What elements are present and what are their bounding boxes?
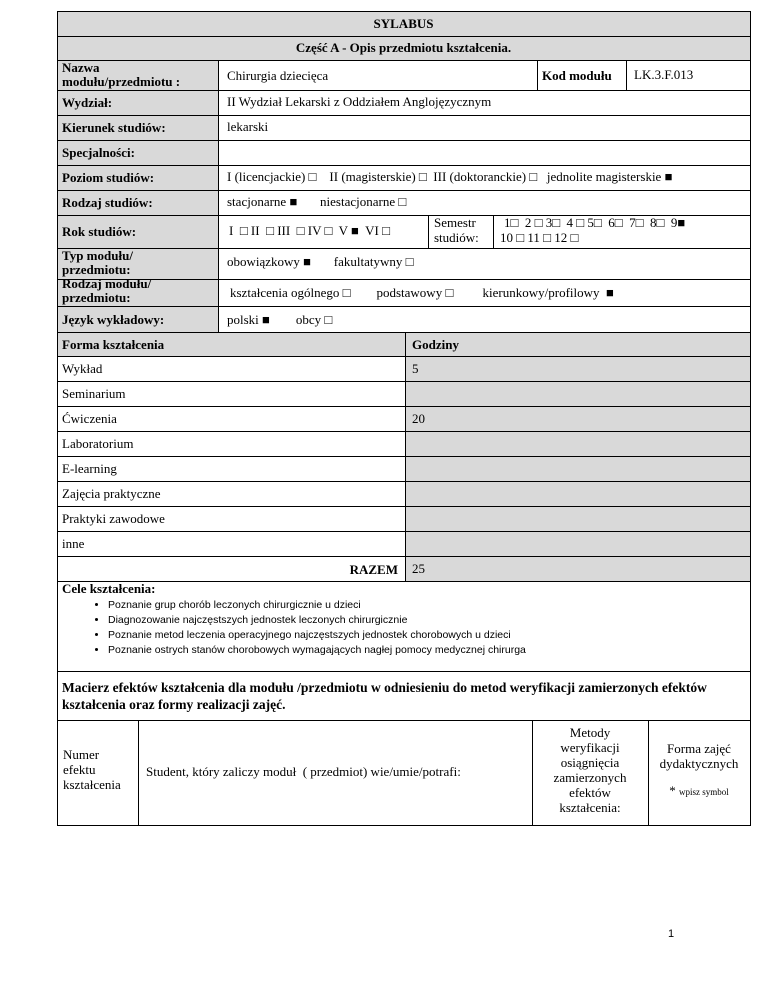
list-item: • Poznanie grup chorób leczonych chirurgicznie u dzieci bbox=[108, 598, 526, 613]
asterisk: * bbox=[669, 783, 676, 798]
hours-header-label: Godziny bbox=[412, 337, 459, 352]
part-a-heading: Część A - Opis przedmiotu kształcenia. bbox=[295, 40, 512, 55]
specialty-label: Specjalności: bbox=[62, 145, 135, 160]
year-label: Rok studiów: bbox=[62, 224, 137, 239]
matrix-col-forms-line: dydaktycznych bbox=[659, 756, 739, 771]
module-code-value: LK.3.F.013 bbox=[634, 67, 694, 82]
module-code-label: Kod modułu bbox=[542, 68, 612, 83]
mode-value: stacjonarne ■ niestacjonarne □ bbox=[227, 194, 407, 209]
matrix-col-number-line: efektu bbox=[63, 762, 96, 777]
level-value: I (licencjackie) □ II (magisterskie) □ III (doktoranckie) □ jednolite magisterskie ■ bbox=[227, 169, 673, 184]
matrix-col-methods-line: osiągnięcia bbox=[560, 755, 620, 770]
field-value: lekarski bbox=[227, 119, 269, 134]
matrix-col-forms-line: Forma zajęć bbox=[667, 741, 731, 756]
form-name: Seminarium bbox=[62, 386, 126, 401]
language-label: Język wykładowy: bbox=[62, 312, 165, 327]
level-label: Poziom studiów: bbox=[62, 170, 155, 185]
list-item: • Diagnozowanie najczęstszych jednostek leczonych chirurgicznie bbox=[108, 613, 526, 628]
year-value: I □ II □ III □ IV □ V ■ VI □ bbox=[229, 223, 390, 238]
goals-list bbox=[88, 598, 526, 658]
matrix-col-number-line: kształcenia bbox=[63, 777, 121, 792]
matrix-col-methods-line: kształcenia: bbox=[559, 800, 621, 815]
matrix-col-methods-line: Metody bbox=[569, 725, 611, 740]
matrix-col-methods-line: efektów bbox=[569, 785, 611, 800]
form-name: Laboratorium bbox=[62, 436, 134, 451]
semester-label-line1: Semestr bbox=[434, 215, 476, 230]
kind-label: Rodzaj modułu/ przedmiotu: bbox=[62, 276, 152, 305]
semester-values-line1: 1□ 2 □ 3□ 4 □ 5□ 6□ 7□ 8□ 9■ bbox=[504, 215, 686, 230]
matrix-col-student: Student, który zaliczy moduł ( przedmiot) wie/umie/potrafi: bbox=[146, 764, 461, 779]
form-hours: 5 bbox=[412, 361, 419, 376]
faculty-label: Wydział: bbox=[62, 95, 113, 110]
document-title: SYLABUS bbox=[373, 16, 434, 31]
module-name-label: Nazwa modułu/przedmiotu : bbox=[62, 60, 181, 89]
field-label: Kierunek studiów: bbox=[62, 120, 166, 135]
form-name: Zajęcia praktyczne bbox=[62, 486, 161, 501]
form-name: Wykład bbox=[62, 361, 103, 376]
semester-values-line2: 10 □ 11 □ 12 □ bbox=[500, 230, 579, 245]
note-text: wpisz symbol bbox=[678, 787, 729, 797]
faculty-value: II Wydział Lekarski z Oddziałem Anglojęzycznym bbox=[227, 94, 492, 109]
type-value: obowiązkowy ■ fakultatywny □ bbox=[227, 254, 414, 269]
matrix-title: Macierz efektów kształcenia dla modułu /przedmiotu w odniesieniu do metod weryfikacji zamierzonych efektów kształcenia oraz formy realizacji zajęć. bbox=[62, 680, 707, 712]
kind-value: kształcenia ogólnego □ podstawowy □ kierunkowy/profilowy ■ bbox=[230, 285, 614, 300]
matrix-col-methods-line: zamierzonych bbox=[553, 770, 627, 785]
type-label: Typ modułu/ przedmiotu: bbox=[62, 248, 133, 277]
total-label: RAZEM bbox=[349, 562, 398, 577]
matrix-col-methods-line: weryfikacji bbox=[560, 740, 620, 755]
page-number: 1 bbox=[668, 928, 675, 940]
matrix-col-forms-note bbox=[648, 783, 750, 799]
list-item: • Poznanie ostrych stanów chorobowych wymagających nagłej pomocy medycznej chirurga bbox=[108, 643, 526, 658]
form-name: E-learning bbox=[62, 461, 117, 476]
form-name: Ćwiczenia bbox=[62, 411, 117, 426]
matrix-col-number-line: Numer bbox=[63, 747, 100, 762]
form-name: Praktyki zawodowe bbox=[62, 511, 165, 526]
forms-header-label: Forma kształcenia bbox=[62, 337, 165, 352]
form-hours: 20 bbox=[412, 411, 425, 426]
semester-label-line2: studiów: bbox=[434, 230, 479, 245]
module-name-value: Chirurgia dziecięca bbox=[227, 68, 329, 83]
total-hours: 25 bbox=[412, 561, 425, 576]
goals-label: Cele kształcenia: bbox=[62, 581, 156, 596]
language-value: polski ■ obcy □ bbox=[227, 312, 333, 327]
list-item: • Poznanie metod leczenia operacyjnego najczęstszych jednostek chorobowych u dzieci bbox=[108, 628, 526, 643]
mode-label: Rodzaj studiów: bbox=[62, 195, 153, 210]
form-name: inne bbox=[62, 536, 85, 551]
